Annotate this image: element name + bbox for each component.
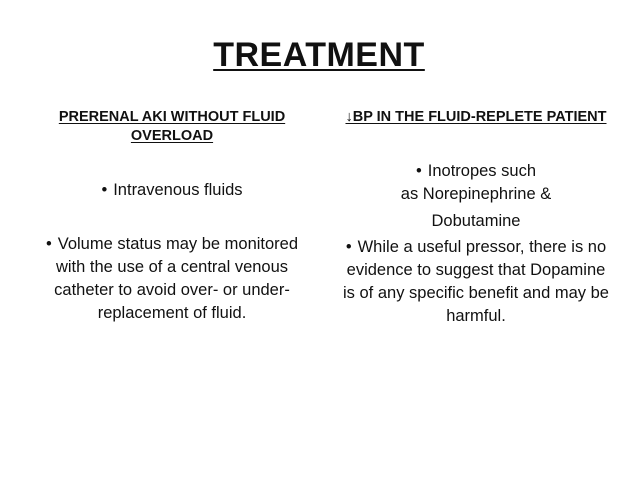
right-column-heading: ↓BP IN THE FLUID-REPLETE PATIENT <box>345 109 607 125</box>
left-column <box>36 108 308 325</box>
left-bullet-list <box>36 179 308 325</box>
left-column-heading: PRERENAL AKI WITHOUT FLUID OVERLOAD <box>58 109 286 144</box>
bullet-dot: • <box>45 235 52 253</box>
bullet-dot: • <box>345 238 352 256</box>
bullet-text: While a useful pressor, there is no evidence to suggest that Dopamine is of any specific benefit and may be harmful. <box>343 238 609 325</box>
right-bullet-list <box>340 160 612 328</box>
list-item <box>340 236 612 328</box>
list-item <box>36 179 308 202</box>
bullet-text-line: Inotropes such <box>427 162 536 180</box>
slide-title: TREATMENT <box>213 36 425 74</box>
right-column <box>340 108 612 328</box>
bullet-text-line: Dobutamine <box>431 212 521 230</box>
bullet-text: Intravenous fluids <box>113 181 243 199</box>
bullet-dot: • <box>415 162 422 180</box>
bullet-text-line: as Norepinephrine & <box>400 185 552 203</box>
list-item <box>36 233 308 325</box>
bullet-dot: • <box>101 181 108 199</box>
list-item <box>340 160 612 233</box>
bullet-text: Volume status may be monitored with the use of a central venous catheter to avoid over- or under-replacement of fluid. <box>54 235 299 322</box>
